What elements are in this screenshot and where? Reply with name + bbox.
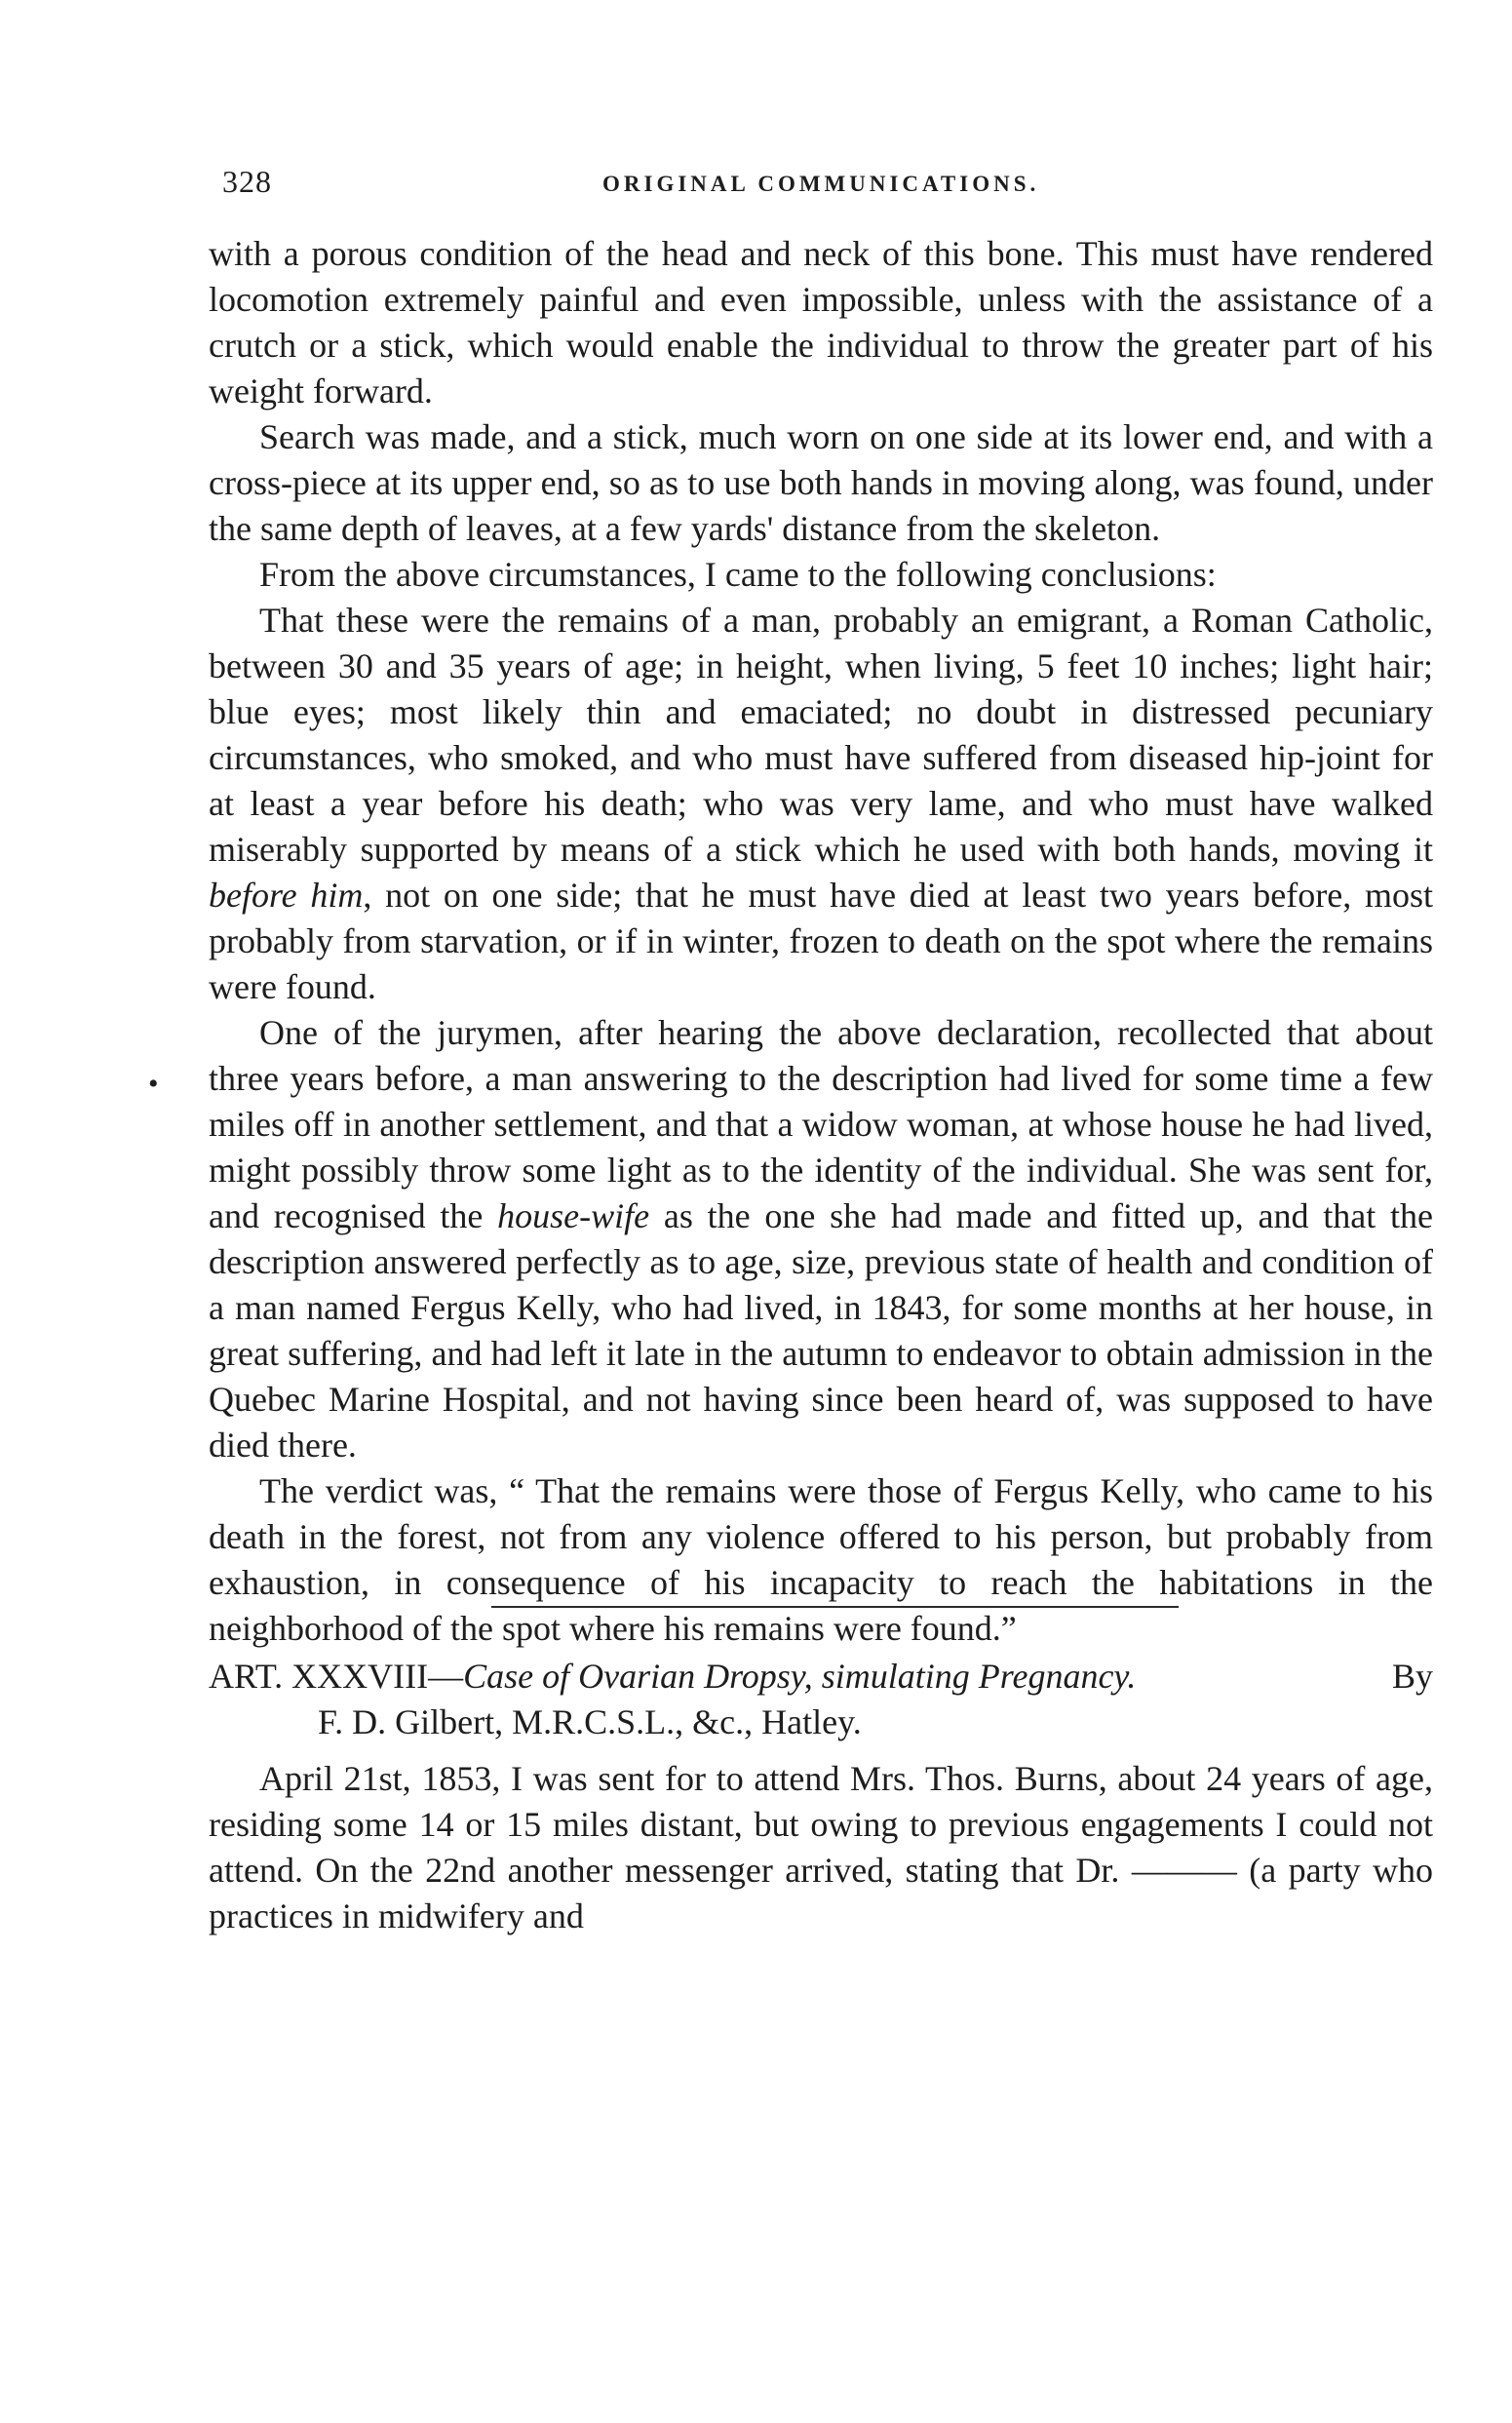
paragraph-text: That these were the remains of a man, probably an emigrant, a Roman Catholic, between 30 and 35 years of age; in height, when living, 5 feet 10 inches; light hair; blue eyes; most likely thin and emaciated; no doubt in distressed pecuniary circumstances, who smoked, and who must have suffered from diseased hip-joint for at least a year before his death; who was very lame, and who must have walked miserably supported by means of a stick which he used with both hands, moving it — [209, 601, 1433, 869]
article-heading-main — [209, 1654, 1136, 1700]
paragraph-verdict: The verdict was, “ That the remains were those of Fergus Kelly, who came to his death in the forest, not from any violence offered to his person, but probably from exhaustion, in consequence of his incapacity to reach the habitations in the neighborhood of the spot where his remains were found.” — [209, 1471, 1433, 1648]
paragraph-text: , not on one side; that he must have died at least two years before, most probably from starvation, or if in winter, frozen to death on the spot where the remains were found. — [209, 876, 1433, 1006]
paragraph-text: as the one she had made and fitted up, and that the description answered perfectly as to age, size, previous state of health and condition of a man named Fergus Kelly, who had lived, in 1843, for some months at her house, in great suffering, and had left it late in the autumn to endeavor to obtain admission in the Quebec Marine Hospital, and not having since been heard of, was supposed to have died there. — [209, 1196, 1433, 1465]
paragraph: with a porous condition of the head and neck of this bone. This must have rendered locomotion extremely painful and even impossible, unless with the assistance of a crutch or a stick, which would enable the individual to throw the greater part of his weight forward. — [209, 234, 1433, 410]
article-heading-line — [209, 1654, 1433, 1700]
article-body — [209, 1756, 1433, 1939]
italic-phrase: house-wife — [497, 1196, 650, 1235]
running-head-title: ORIGINAL COMMUNICATIONS. — [602, 172, 1040, 196]
article-dash: — — [428, 1657, 464, 1696]
article-byline-by: By — [1391, 1657, 1433, 1696]
page-number: 328 — [222, 164, 272, 199]
margin-mark: • — [148, 1068, 159, 1100]
article-title: Case of Ovarian Dropsy, simulating Pregnancy. — [463, 1657, 1137, 1696]
paragraph-text: One of the jurymen, after hearing the above declaration, recollected that about three years before, a man answering to the description had lived for some time a few miles off in another settlement, and that a widow woman, at whose house he had lived, might possibly throw some light as to the identity of the individual. She was sent for, and recognised the — [209, 1013, 1433, 1235]
italic-phrase: before him — [209, 876, 364, 915]
running-header — [222, 164, 1431, 203]
section-divider — [491, 1606, 1179, 1608]
paragraph-jurymen — [209, 1010, 1433, 1468]
article-heading — [209, 1654, 1433, 1745]
article-continuation — [209, 231, 1433, 1652]
paragraph: Search was made, and a stick, much worn on one side at its lower end, and with a cross-piece at its upper end, so as to use both hands in moving along, was found, under the same depth of leaves, at a few yards' distance from the skeleton. — [209, 417, 1433, 548]
article-author: F. D. Gilbert, M.R.C.S.L., &c., Hatley. — [318, 1702, 862, 1741]
paragraph: April 21st, 1853, I was sent for to attend Mrs. Thos. Burns, about 24 years of age, residing some 14 or 15 miles distant, but owing to previous engagements I could not attend. On the 22nd another messenger arrived, stating that Dr. ——— (a party who practices in midwifery and — [209, 1759, 1433, 1935]
paragraph: From the above circumstances, I came to the following conclusions: — [259, 555, 1217, 594]
paragraph-conclusions — [209, 598, 1433, 1010]
article-number: ART. XXXVIII — [209, 1657, 429, 1696]
